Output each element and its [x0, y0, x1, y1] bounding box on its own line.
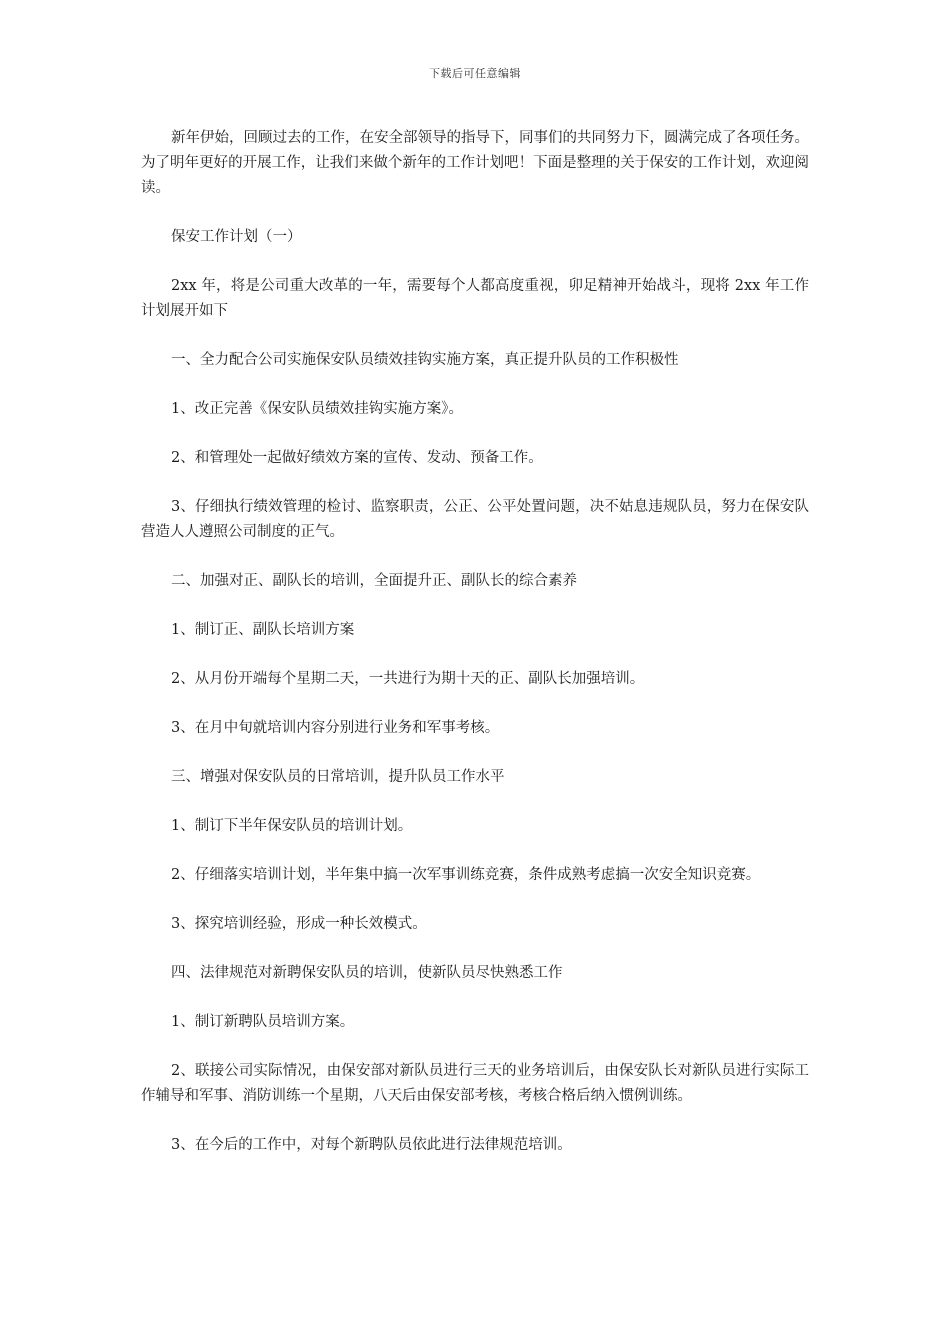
- list-item-4-1: 1、制订新聘队员培训方案。: [171, 1014, 355, 1030]
- list-item-3-1: 1、制订下半年保安队员的培训计划。: [171, 818, 413, 834]
- paragraph-intro: 新年伊始，回顾过去的工作，在安全部领导的指导下，同事们的共同努力下，圆满完成了各项任务。为了明年更好的开展工作，让我们来做个新年的工作计划吧！下面是整理的关于保安的工作计划，欢迎阅读。: [141, 130, 809, 196]
- document-body: [141, 126, 809, 1158]
- heading-section-4: 四、法律规范对新聘保安队员的培训，使新队员尽快熟悉工作: [171, 965, 563, 981]
- heading-section-1: 一、全力配合公司实施保安队员绩效挂钩实施方案，真正提升队员的工作积极性: [171, 352, 679, 368]
- page-header: 下载后可任意编辑: [429, 67, 521, 80]
- heading-section-2: 二、加强对正、副队长的培训，全面提升正、副队长的综合素养: [171, 573, 577, 589]
- section-title-plan-1: 保安工作计划（一）: [171, 229, 302, 245]
- heading-section-3: 三、增强对保安队员的日常培训，提升队员工作水平: [171, 769, 505, 785]
- list-item-3-3: 3、探究培训经验，形成一种长效模式。: [171, 916, 427, 932]
- list-item-4-2: 2、联接公司实际情况，由保安部对新队员进行三天的业务培训后，由保安队长对新队员进行实际工作辅导和军事、消防训练一个星期，八天后由保安部考核，考核合格后纳入惯例训练。: [141, 1063, 809, 1104]
- list-item-2-3: 3、在月中旬就培训内容分别进行业务和军事考核。: [171, 720, 500, 736]
- list-item-3-2: 2、仔细落实培训计划，半年集中搞一次军事训练竞赛，条件成熟考虑搞一次安全知识竞赛。: [171, 867, 761, 883]
- list-item-2-1: 1、制订正、副队长培训方案: [171, 622, 355, 638]
- list-item-1-3: 3、仔细执行绩效管理的检讨、监察职责，公正、公平处置问题，决不姑息违规队员，努力在保安队营造人人遵照公司制度的正气。: [141, 499, 809, 540]
- list-item-1-2: 2、和管理处一起做好绩效方案的宣传、发动、预备工作。: [171, 450, 543, 466]
- list-item-1-1: 1、改正完善《保安队员绩效挂钩实施方案》。: [171, 401, 463, 417]
- list-item-2-2: 2、从月份开端每个星期二天，一共进行为期十天的正、副队长加强培训。: [171, 671, 645, 687]
- paragraph-overview: 2xx 年，将是公司重大改革的一年，需要每个人都高度重视，卯足精神开始战斗，现将 2xx 年工作计划展开如下: [141, 278, 809, 319]
- list-item-4-3: 3、在今后的工作中，对每个新聘队员依此进行法律规范培训。: [171, 1137, 572, 1153]
